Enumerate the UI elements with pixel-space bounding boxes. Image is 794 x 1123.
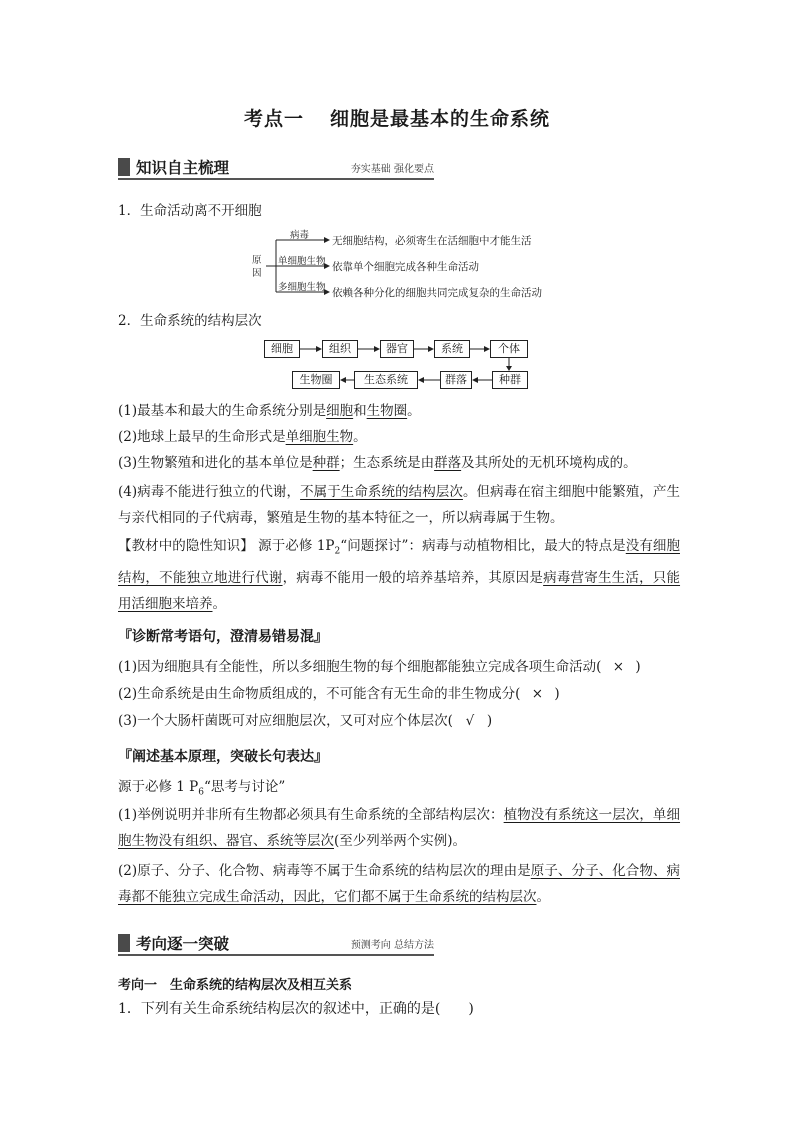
question-1: 1．下列有关生命系统结构层次的叙述中，正确的是( ) [118, 1001, 474, 1017]
page-title [0, 104, 794, 131]
branch-text-unicellular: 依靠单个细胞完成各种生命活动 [332, 261, 479, 273]
level-individual: 个体 [490, 340, 528, 358]
cause-diagram [250, 226, 570, 304]
point-4: (4)病毒不能进行独立的代谢，不属于生命系统的结构层次。但病毒在宿主细胞中能繁殖，产生与亲代相同的子代病毒，繁殖是生物的基本特征之一，所以病毒属于生物。 [118, 484, 681, 526]
point-1: (1)最基本和最大的生命系统分别是细胞和生物圈。 [118, 403, 421, 419]
level-ecosystem: 生态系统 [354, 371, 418, 389]
cause-label-2: 因 [252, 268, 262, 279]
hierarchy-diagram [264, 340, 530, 390]
branch-text-multicellular: 依赖各种分化的细胞共同完成复杂的生命活动 [332, 287, 542, 299]
explain-heading: 『阐述基本原理，突破长句表达』 [118, 749, 328, 765]
diagnosis-item-3: (3)一个大肠杆菌既可对应细胞层次，又可对应个体层次( √ ) [118, 713, 493, 729]
level-population: 种群 [492, 371, 528, 389]
branch-tag-unicellular: 单细胞生物 [278, 256, 326, 267]
title-part1: 考点一 [243, 108, 304, 130]
item2-heading: 2．生命系统的结构层次 [118, 313, 262, 329]
section-rule [118, 954, 434, 956]
title-part2: 细胞是最基本的生命系统 [330, 108, 551, 130]
diagnosis-item-1: (1)因为细胞具有全能性，所以多细胞生物的每个细胞都能独立完成各项生命活动( × ) [118, 659, 641, 675]
level-organ: 器官 [380, 340, 414, 358]
branch-tag-multicellular: 多细胞生物 [278, 282, 326, 293]
level-biosphere: 生物圈 [292, 371, 340, 389]
point-hidden-knowledge: 【教材中的隐性知识】 源于必修 $1P_2“$问题探讨”：病毒与动植物相比，最大的特点是没有细胞结构，不能独立地进行代谢，病毒不能用一般的培养基培养，其原因是病毒营寄生生活，只能用活细胞来培养。 [118, 538, 681, 612]
section-marker-icon [118, 158, 130, 176]
section-title: 知识自主梳理 [136, 159, 230, 177]
level-tissue: 组织 [322, 340, 358, 358]
branch-text-virus: 无细胞结构，必须寄生在活细胞中才能生活 [332, 235, 532, 247]
section-title: 考向逐一突破 [136, 935, 230, 953]
diagnosis-item-2: (2)生命系统是由生命物质组成的，不可能含有无生命的非生物成分( × ) [118, 686, 560, 702]
section-subtitle: 预测考向 总结方法 [350, 940, 434, 951]
item1-heading: 1．生命活动离不开细胞 [118, 203, 262, 219]
level-system: 系统 [434, 340, 470, 358]
branch-tag-virus: 病毒 [290, 230, 310, 241]
point-3: (3)生物繁殖和进化的基本单位是种群；生态系统是由群落及其所处的无机环境构成的。 [118, 455, 637, 471]
cause-label-1: 原 [252, 255, 262, 266]
direction-heading: 考向一 生命系统的结构层次及相互关系 [118, 978, 353, 993]
section-header-knowledge [118, 156, 434, 180]
point-2: (2)地球上最早的生命形式是单细胞生物。 [118, 429, 367, 445]
section-rule [118, 178, 434, 180]
level-community: 群落 [440, 371, 472, 389]
section-marker-icon [118, 934, 130, 952]
section-header-directions [118, 932, 434, 956]
level-cell: 细胞 [264, 340, 300, 358]
section-subtitle: 夯实基础 强化要点 [350, 164, 434, 175]
explain-source: 源于必修 1 $P_6“$思考与讨论” [118, 779, 286, 798]
diagnosis-heading: 『诊断常考语句，澄清易错易混』 [118, 629, 328, 645]
explain-q1: (1)举例说明并非所有生物都必须具有生命系统的全部结构层次：植物没有系统这一层次，单细胞生物没有组织、器官、系统等层次(至少列举两个实例)。 [118, 807, 681, 849]
explain-q2: (2)原子、分子、化合物、病毒等不属于生命系统的结构层次的理由是原子、分子、化合物、病毒都不能独立完成生命活动，因此，它们都不属于生命系统的结构层次。 [118, 863, 680, 905]
